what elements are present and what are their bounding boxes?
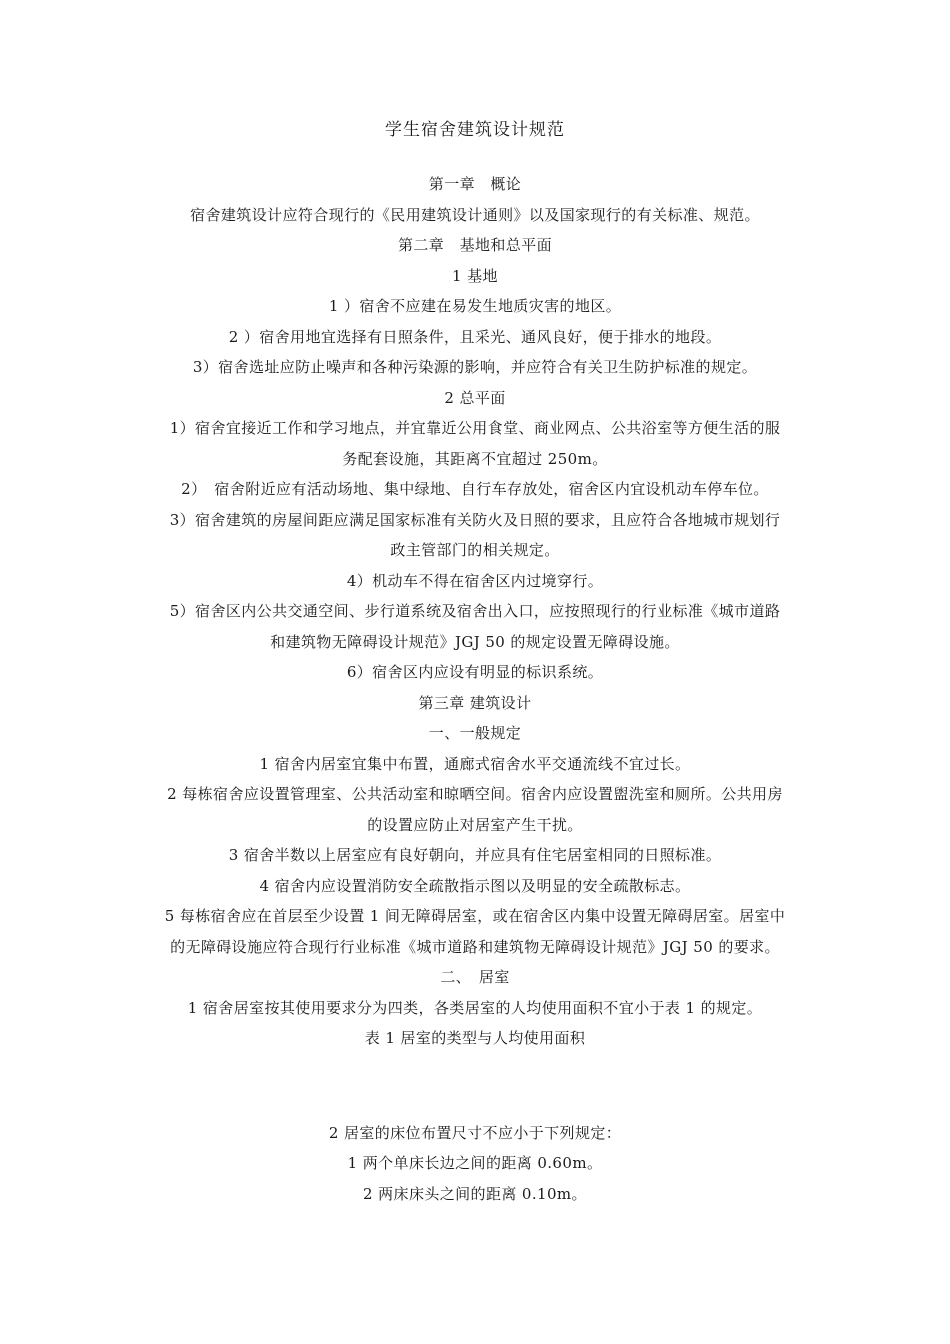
plan-item-4: 4）机动车不得在宿舍区内过境穿行。 bbox=[346, 572, 604, 590]
general-rule-1: 1 宿舍内居室宜集中布置，通廊式宿舍水平交通流线不宜过长。 bbox=[259, 755, 691, 773]
general-rule-5-line-1: 5 每栋宿舍应在首层至少设置 1 间无障碍居室，或在宿舍区内集中设置无障碍居室。居室中 bbox=[164, 907, 786, 925]
plan-item-3-line-2: 政主管部门的相关规定。 bbox=[390, 541, 560, 559]
general-rule-5-line-2: 的无障碍设施应符合现行行业标准《城市道路和建筑物无障碍设计规范》JGJ 50 的要求。 bbox=[170, 938, 780, 956]
rooms-rule-2-item-1: 1 两个单床长边之间的距离 0.60m。 bbox=[347, 1154, 603, 1172]
general-rule-2-line-1: 2 每栋宿舍应设置管理室、公共活动室和晾晒空间。宿舍内应设置盥洗室和厕所。公共用房 bbox=[167, 785, 783, 803]
chapter-1-heading: 第一章 概论 bbox=[428, 175, 522, 193]
section-plan-heading: 2 总平面 bbox=[444, 389, 506, 407]
chapter-2-heading: 第二章 基地和总平面 bbox=[397, 236, 552, 254]
general-rule-3: 3 宿舍半数以上居室应有良好朝向，并应具有住宅居室相同的日照标准。 bbox=[228, 846, 722, 864]
section-site-heading: 1 基地 bbox=[452, 267, 498, 285]
rooms-rule-2-item-2: 2 两床床头之间的距离 0.10m。 bbox=[363, 1185, 587, 1203]
site-item-2: 2 ）宿舍用地宜选择有日照条件，且采光、通风良好，便于排水的地段。 bbox=[228, 328, 722, 346]
site-item-1: 1 ）宿舍不应建在易发生地质灾害的地区。 bbox=[328, 297, 622, 315]
plan-item-1-line-2: 务配套设施，其距离不宜超过 250m。 bbox=[342, 450, 608, 468]
plan-item-6: 6）宿舍区内应设有明显的标识系统。 bbox=[346, 663, 604, 681]
general-rule-2-line-2: 的设置应防止对居室产生干扰。 bbox=[367, 816, 583, 834]
site-item-3: 3）宿舍选址应防止噪声和各种污染源的影响，并应符合有关卫生防护标准的规定。 bbox=[192, 358, 758, 376]
general-rule-4: 4 宿舍内应设置消防安全疏散指示图以及明显的安全疏散标志。 bbox=[259, 877, 691, 895]
plan-item-1-line-1: 1）宿舍宜接近工作和学习地点，并宜靠近公用食堂、商业网点、公共浴室等方便生活的服 bbox=[169, 419, 781, 437]
document-title: 学生宿舍建筑设计规范 bbox=[385, 120, 565, 140]
plan-item-5-line-1: 5）宿舍区内公共交通空间、步行道系统及宿舍出入口，应按照现行的行业标准《城市道路 bbox=[169, 602, 781, 620]
plan-item-2: 2） 宿舍附近应有活动场地、集中绿地、自行车存放处，宿舍区内宜设机动车停车位。 bbox=[181, 480, 769, 498]
chapter-3-heading: 第三章 建筑设计 bbox=[418, 694, 532, 712]
general-rules-heading: 一、一般规定 bbox=[428, 724, 522, 742]
table-1-caption: 表 1 居室的类型与人均使用面积 bbox=[364, 1029, 586, 1047]
plan-item-3-line-1: 3）宿舍建筑的房屋间距应满足国家标准有关防火及日照的要求，且应符合各地城市规划行 bbox=[169, 511, 781, 529]
plan-item-5-line-2: 和建筑物无障碍设计规范》JGJ 50 的规定设置无障碍设施。 bbox=[270, 633, 680, 651]
rooms-rule-1: 1 宿舍居室按其使用要求分为四类，各类居室的人均使用面积不宜小于表 1 的规定。 bbox=[187, 999, 763, 1017]
rooms-rule-2: 2 居室的床位布置尺寸不应小于下列规定： bbox=[328, 1124, 622, 1142]
rooms-heading: 二、 居室 bbox=[440, 968, 510, 986]
chapter-1-text: 宿舍建筑设计应符合现行的《民用建筑设计通则》以及国家现行的有关标准、规范。 bbox=[190, 206, 760, 224]
